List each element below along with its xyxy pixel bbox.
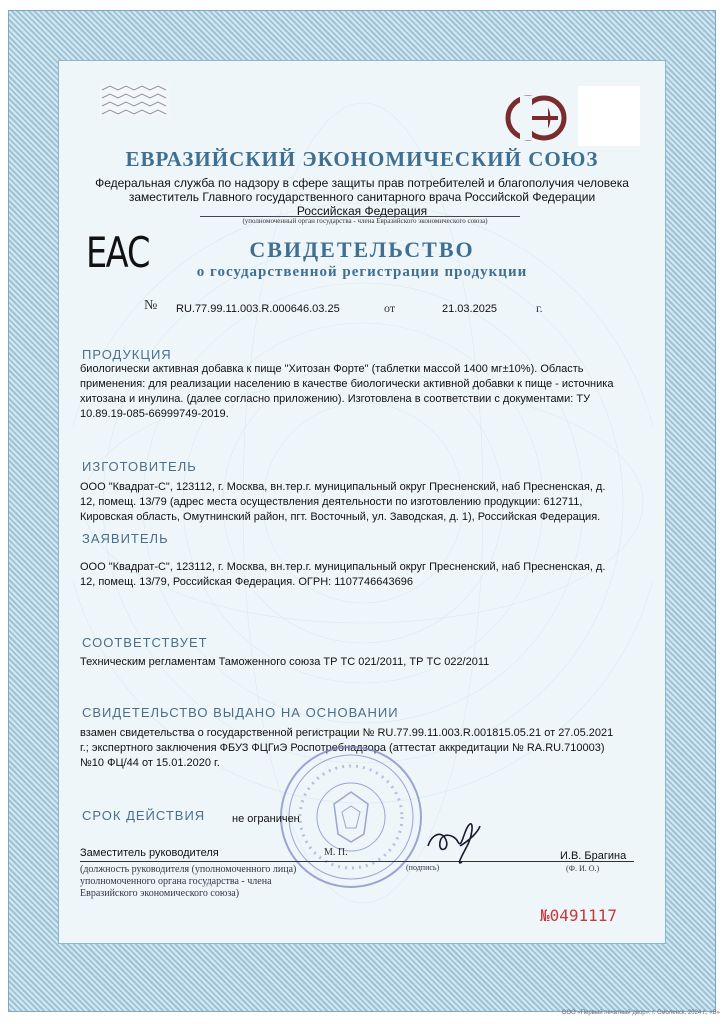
product-section-text: биологически активная добавка к пище "Хитозан Форте" (таблетки массой 1400 мг±10%). Область применения: для реализации населению в качестве биологически активной добавки к пище - источника хитозана и инулина. (далее согласно приложению). Изготовлена в соответствии с документами: ТУ 10.89.19-085-66999749-2019. xyxy=(80,363,614,420)
printer-info: ООО «Первый печатный двор», г. Смоленск, 2024 г., «В» xyxy=(561,1010,720,1016)
product-section-title: ПРОДУКЦИЯ xyxy=(82,347,172,362)
authority-line-1: Федеральная служба по надзору в сфере защиты прав потребителей и благополучия человека xyxy=(95,176,629,190)
stamp-label: М. П. xyxy=(324,847,348,858)
validity-section-title: СРОК ДЕЙСТВИЯ xyxy=(82,808,206,823)
applicant-section-text: ООО "Квадрат-С", 123112, г. Москва, вн.тер.г. муниципальный округ Пресненский, наб Пресненская, д. 12, помещ. 13/79, Российская Федерация. ОГРН: 1107746643696 xyxy=(80,561,606,588)
signatory-position: Заместитель руководителя xyxy=(80,847,219,859)
union-title: ЕВРАЗИЙСКИЙ ЭКОНОМИЧЕСКИЙ СОЮЗ xyxy=(125,147,599,171)
certificate-date: 21.03.2025 xyxy=(442,303,498,315)
authority-line-2: заместитель Главного государственного санитарного врача Российской Федерации xyxy=(128,190,596,204)
year-suffix: г. xyxy=(536,301,543,315)
authority-line-3: Российская Федерация xyxy=(296,204,428,218)
signatory-name: И.В. Брагина xyxy=(560,850,627,862)
authority-caption: (уполномоченный орган государства - члена Евразийского экономического союза) xyxy=(242,217,488,225)
signature-caption: (подпись) xyxy=(406,863,440,872)
certificate-number: RU.77.99.11.003.R.000646.03.25 xyxy=(176,303,340,315)
basis-section-title: СВИДЕТЕЛЬСТВО ВЫДАНО НА ОСНОВАНИИ xyxy=(82,705,399,720)
applicant-section-title: ЗАЯВИТЕЛЬ xyxy=(82,531,169,546)
manufacturer-section-title: ИЗГОТОВИТЕЛЬ xyxy=(82,459,197,474)
certificate-title: СВИДЕТЕЛЬСТВО xyxy=(249,237,475,262)
date-from-label: от xyxy=(384,301,396,315)
serial-number: №0491117 xyxy=(540,906,618,925)
eac-mark: ЕАС xyxy=(86,228,149,277)
ce-mark-logo xyxy=(500,90,572,146)
name-caption: (Ф. И. О.) xyxy=(566,864,600,873)
complies-section-text: Техническим регламентам Таможенного союза ТР ТС 021/2011, ТР ТС 022/2011 xyxy=(80,656,490,668)
number-label: № xyxy=(144,298,158,313)
ce-mark-icon xyxy=(500,90,572,146)
signature-line xyxy=(80,861,634,862)
authority-block xyxy=(40,176,684,218)
complies-section-title: СООТВЕТСТВУЕТ xyxy=(82,635,208,650)
security-pattern-icon xyxy=(100,84,170,116)
certificate-subtitle: о государственной регистрации продукции xyxy=(196,264,528,280)
validity-value: не ограничен xyxy=(232,813,300,825)
blank-patch xyxy=(578,86,640,146)
basis-section-text: взамен свидетельства о государственной регистрации № RU.77.99.11.003.R.001815.05.21 от 27.05.2021 г.; экспертного заключения ФБУЗ ФЦГиЭ Роспотребнадзора (аттестат аккредитации № RA.RU.710003) №10 ФЦ/44 от 15.01.2020 г. xyxy=(80,727,614,769)
position-caption: (должность руководителя (уполномоченного лица) уполномоченного органа государства - члена Евразийского экономического союза) xyxy=(80,864,297,899)
manufacturer-section-text: ООО "Квадрат-С", 123112, г. Москва, вн.тер.г. муниципальный округ Пресненский, наб Пресненская, д. 12, помещ. 13/79 (адрес места осуществления деятельности по изготовлению продукции: 612711, Кировская область, Омутнинский район, пгт. Восточный, ул. Заводская, д. 1), Российская Федерация. xyxy=(80,481,606,523)
